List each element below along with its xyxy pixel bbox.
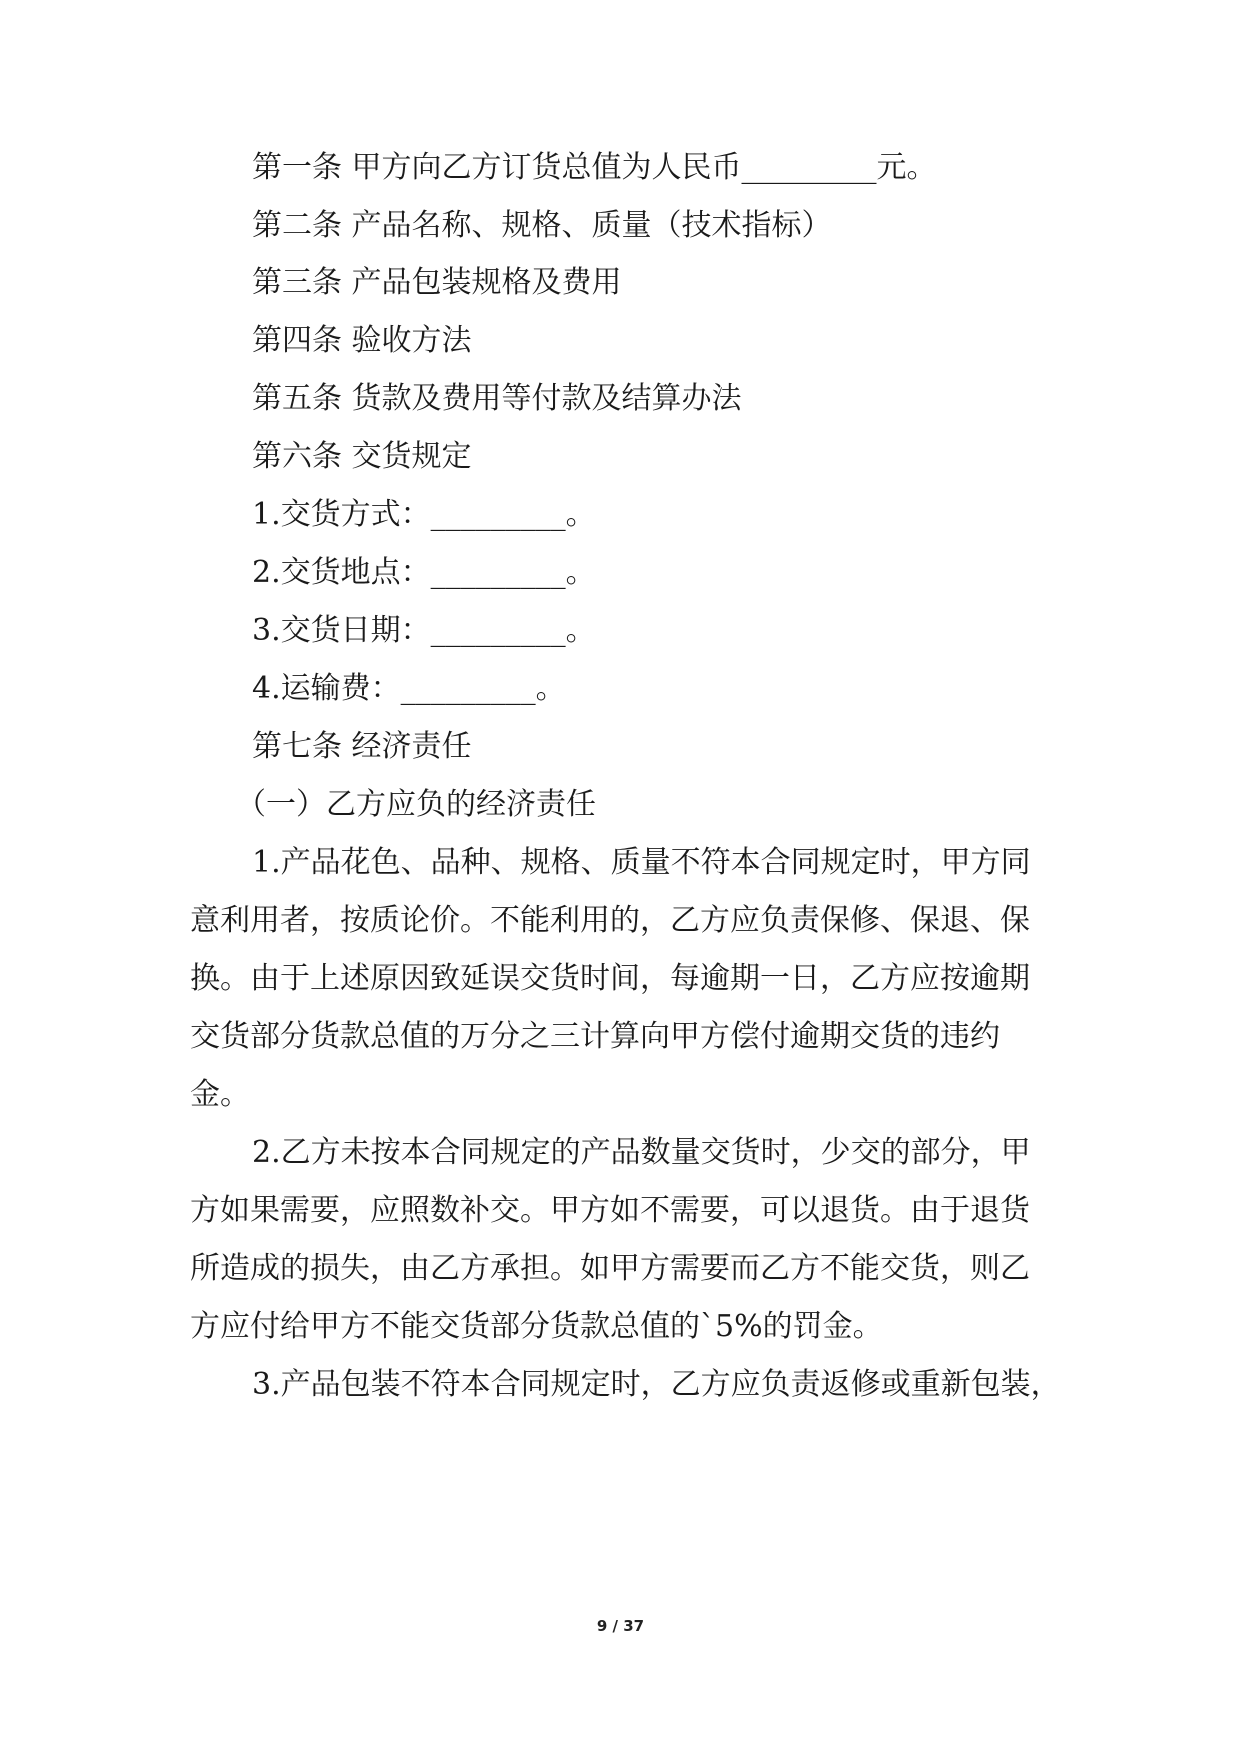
page-number: 9 / 37 xyxy=(596,1617,645,1635)
section-heading: （一）乙方应负的经济责任 xyxy=(236,787,596,822)
para1-line1: 1.产品花色、品种、规格、质量不符本合同规定时，甲方同 xyxy=(252,845,1031,880)
article-2: 第二条 产品名称、规格、质量（技术指标） xyxy=(252,208,832,243)
para2-line1: 2.乙方未按本合同规定的产品数量交货时，少交的部分，甲 xyxy=(252,1135,1031,1170)
article-1: 第一条 甲方向乙方订货总值为人民币_________元。 xyxy=(252,150,937,185)
para1-line4: 交货部分货款总值的万分之三计算向甲方偿付逾期交货的违约 xyxy=(190,1019,1000,1054)
para3-line1: 3.产品包装不符本合同规定时，乙方应负责返修或重新包装， xyxy=(252,1367,1061,1402)
para1-line2: 意利用者，按质论价。不能利用的，乙方应负责保修、保退、保 xyxy=(190,903,1030,938)
article-3: 第三条 产品包装规格及费用 xyxy=(252,265,622,300)
article-6: 第六条 交货规定 xyxy=(252,439,472,474)
para1-line5: 金。 xyxy=(190,1077,250,1112)
delivery-method: 1.交货方式：_________。 xyxy=(252,497,596,532)
para2-line2: 方如果需要，应照数补交。甲方如不需要，可以退货。由于退货 xyxy=(190,1193,1030,1228)
delivery-location: 2.交货地点：_________。 xyxy=(252,555,596,590)
delivery-date: 3.交货日期：_________。 xyxy=(252,613,596,648)
para2-line4: 方应付给甲方不能交货部分货款总值的`5%的罚金。 xyxy=(190,1309,883,1344)
para2-line3: 所造成的损失，由乙方承担。如甲方需要而乙方不能交货，则乙 xyxy=(190,1251,1030,1286)
article-5: 第五条 货款及费用等付款及结算办法 xyxy=(252,381,742,416)
para1-line3: 换。由于上述原因致延误交货时间，每逾期一日，乙方应按逾期 xyxy=(190,961,1030,996)
article-4: 第四条 验收方法 xyxy=(252,323,472,358)
transport-fee: 4.运输费：_________。 xyxy=(252,671,566,706)
article-7: 第七条 经济责任 xyxy=(252,729,472,764)
